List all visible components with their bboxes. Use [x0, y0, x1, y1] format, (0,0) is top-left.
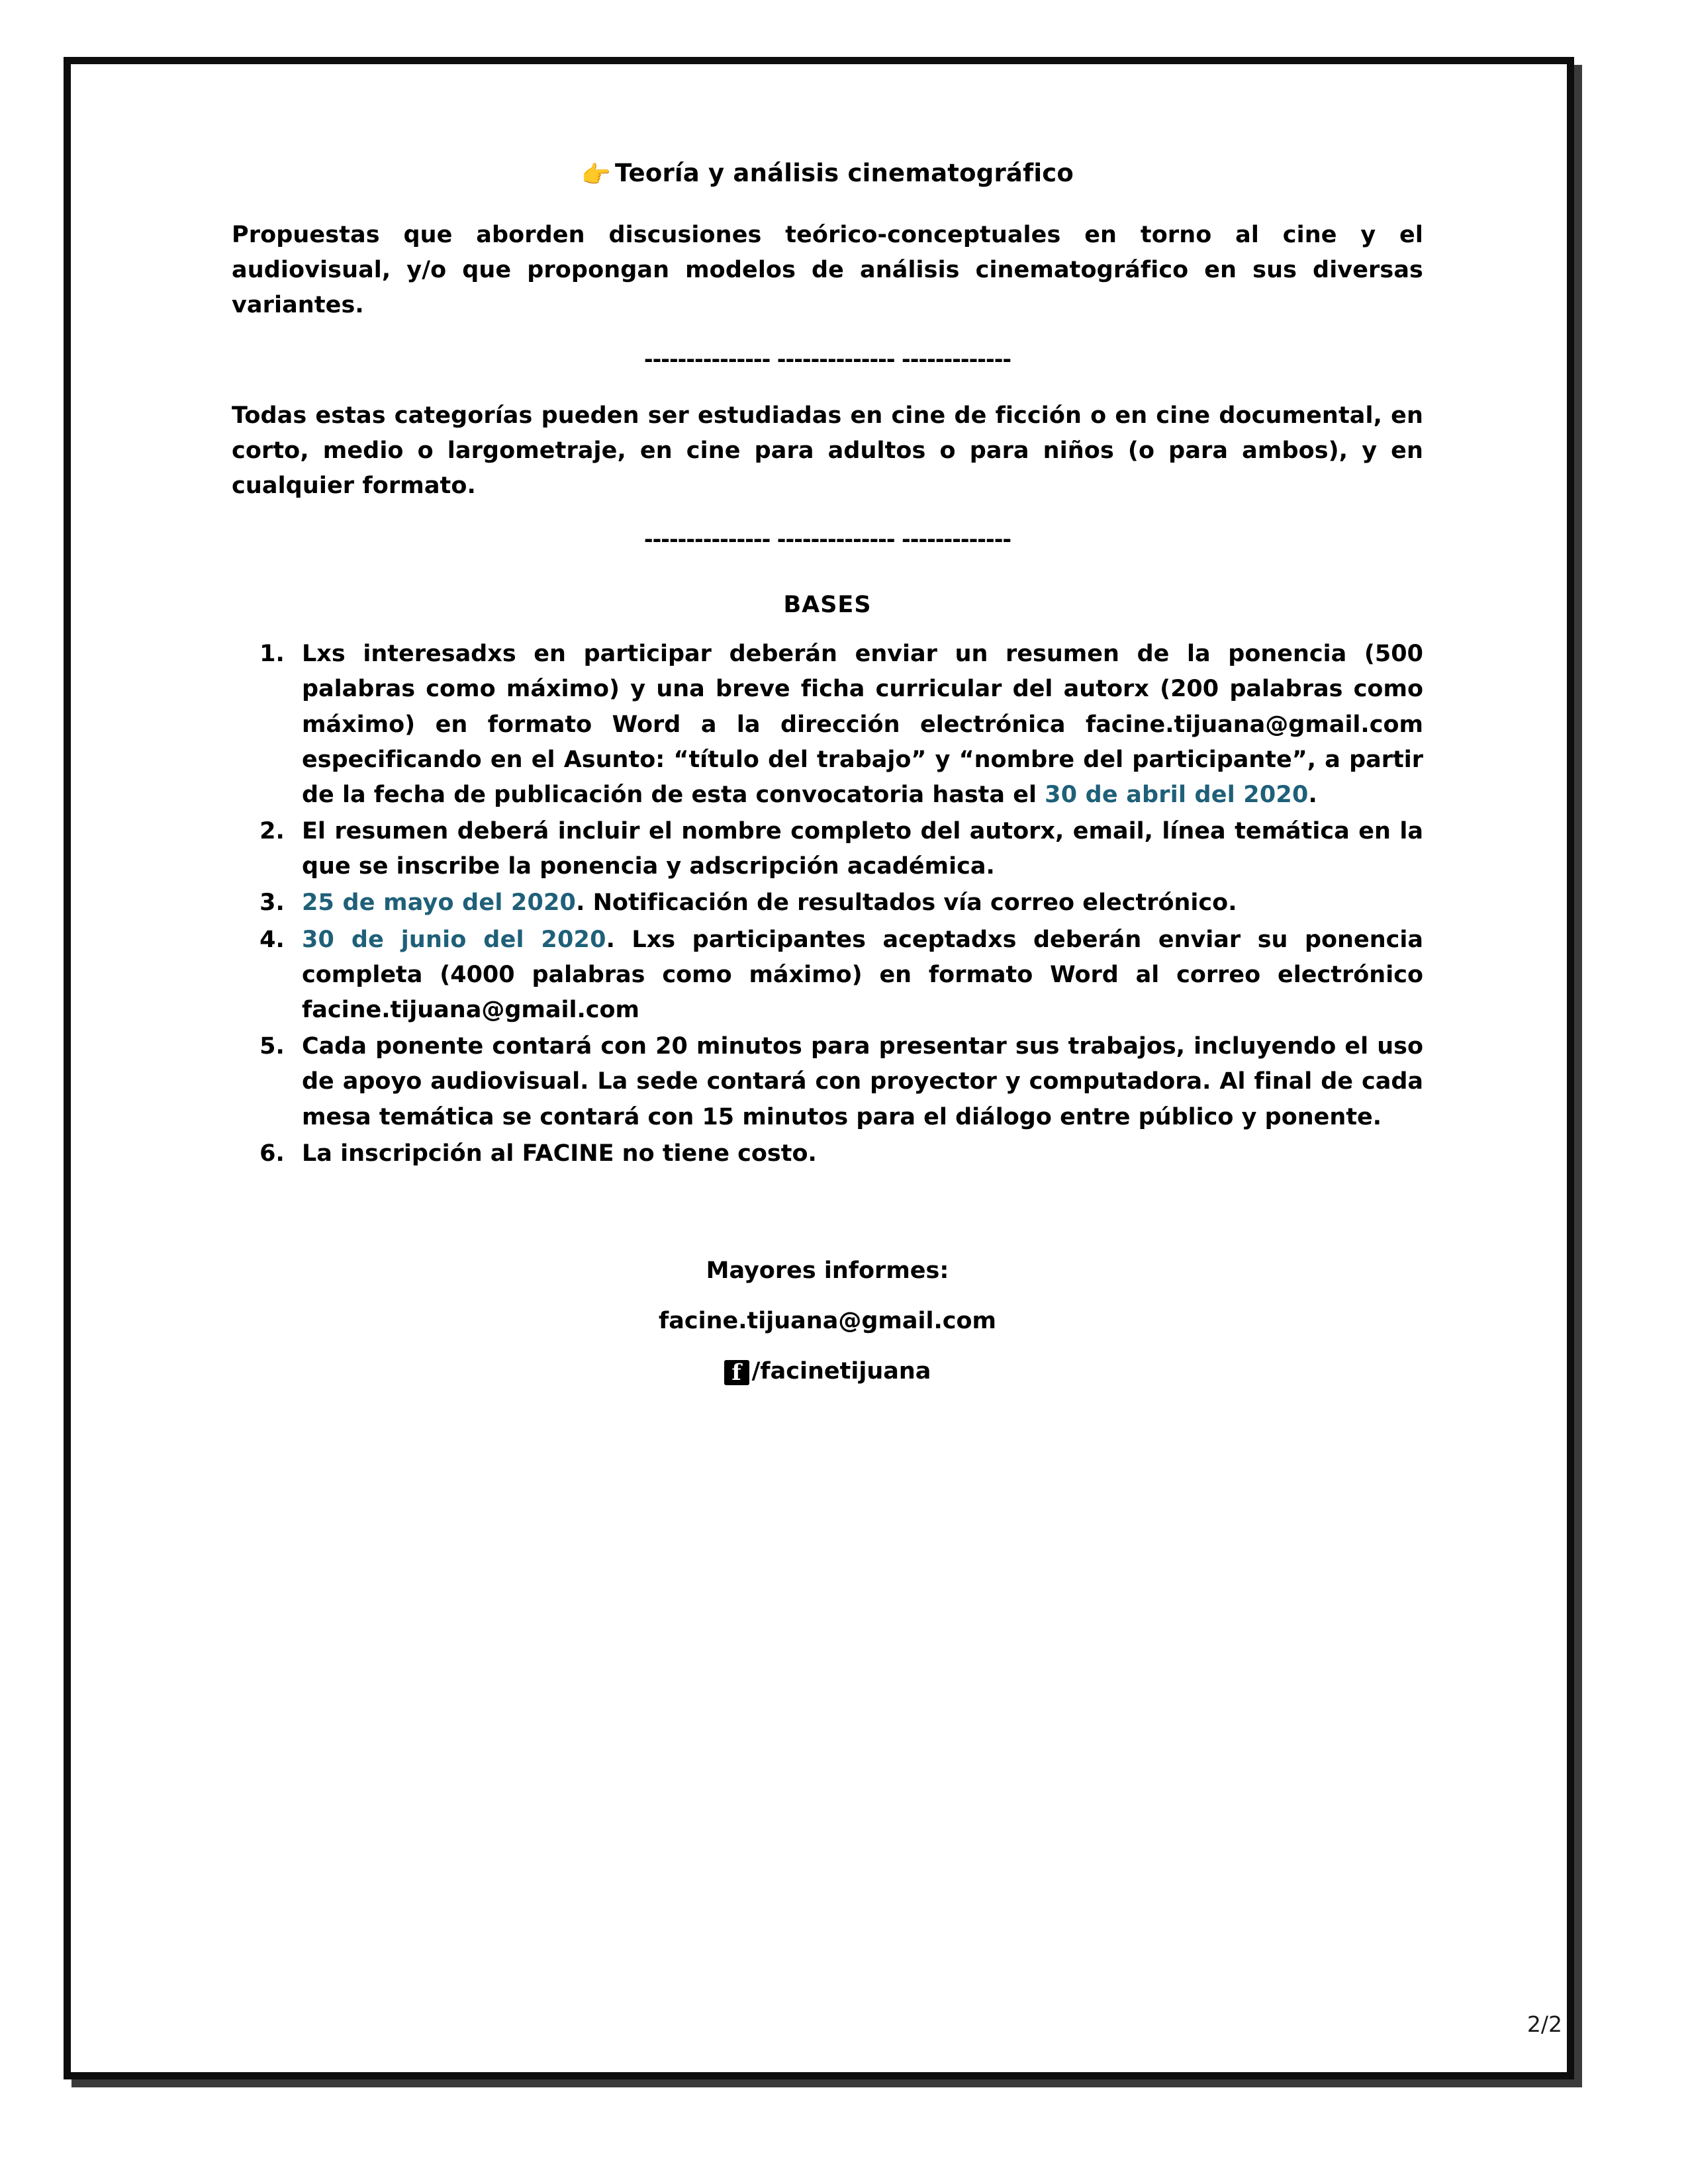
- facebook-handle: /facinetijuana: [751, 1357, 931, 1385]
- bases-item-date: 30 de abril del 2020: [1045, 781, 1309, 808]
- document-content: [232, 159, 1423, 1385]
- section-title: [232, 159, 1423, 189]
- bases-item-text: .: [1308, 781, 1317, 808]
- bases-item: [293, 814, 1423, 884]
- bases-item-text: Lxs interesadxs en participar deberán enviar un resumen de la ponencia (500 palabras como máximo) y una breve ficha curricular del autorx (200 palabras como máximo) en formato Word a la dirección electrónica facine.tijuana@gmail.com especificando en el Asunto: “título del trabajo” y “nombre del participante”, a partir de la fecha de publicación de esta convocatoria hasta el: [302, 641, 1423, 808]
- bases-list: [232, 637, 1423, 1171]
- bases-item-date: 25 de mayo del 2020: [302, 889, 577, 917]
- contact-label: Mayores informes:: [706, 1257, 949, 1284]
- bases-heading: BASES: [783, 592, 872, 619]
- footer-block: [232, 1257, 1423, 1385]
- bases-item-text: Cada ponente contará con 20 minutos para presentar sus trabajos, incluyendo el uso de apoyo audiovisual. La sede contará con proyector y computadora. Al final de cada mesa temática se contará con 15 minutos para el diálogo entre público y ponente.: [302, 1033, 1423, 1130]
- bases-item: [293, 923, 1423, 1028]
- page-number: 2/2: [1526, 2011, 1562, 2037]
- section-title-text: Teoría y análisis cinematográfico: [615, 159, 1074, 187]
- bases-item: [293, 886, 1423, 921]
- bases-item: [293, 1029, 1423, 1135]
- bases-item-date: 30 de junio del 2020: [302, 926, 606, 953]
- facebook-line: [232, 1358, 1423, 1385]
- divider-1: --------------- -------------- -------------: [643, 345, 1011, 372]
- bases-item: [293, 1136, 1423, 1171]
- bases-item-text: El resumen deberá incluir el nombre completo del autorx, email, línea temática en la que se inscribe la ponencia y adscripción académica.: [302, 818, 1423, 880]
- bases-item-text: La inscripción al FACINE no tiene costo.: [302, 1140, 817, 1167]
- pointing-right-icon: 👉: [581, 161, 612, 189]
- bases-item: [293, 637, 1423, 813]
- facebook-icon: f: [724, 1360, 749, 1385]
- contact-email: facine.tijuana@gmail.com: [658, 1307, 997, 1334]
- bases-item-text: . Lxs participantes aceptadxs deberán enviar su ponencia completa (4000 palabras como máximo) en formato Word al correo electrónico facine.tijuana@gmail.com: [302, 926, 1423, 1023]
- bases-item-text: . Notificación de resultados vía correo electrónico.: [576, 889, 1237, 917]
- intro-paragraph: Propuestas que aborden discusiones teórico-conceptuales en torno al cine y el audiovisual, y/o que propongan modelos de análisis cinematográfico en sus diversas variantes.: [232, 222, 1423, 319]
- divider-2: --------------- -------------- -------------: [643, 526, 1011, 553]
- note-paragraph: Todas estas categorías pueden ser estudiadas en cine de ficción o en cine documental, en corto, medio o largometraje, en cine para adultos o para niños (o para ambos), y en cualquier formato.: [232, 402, 1423, 499]
